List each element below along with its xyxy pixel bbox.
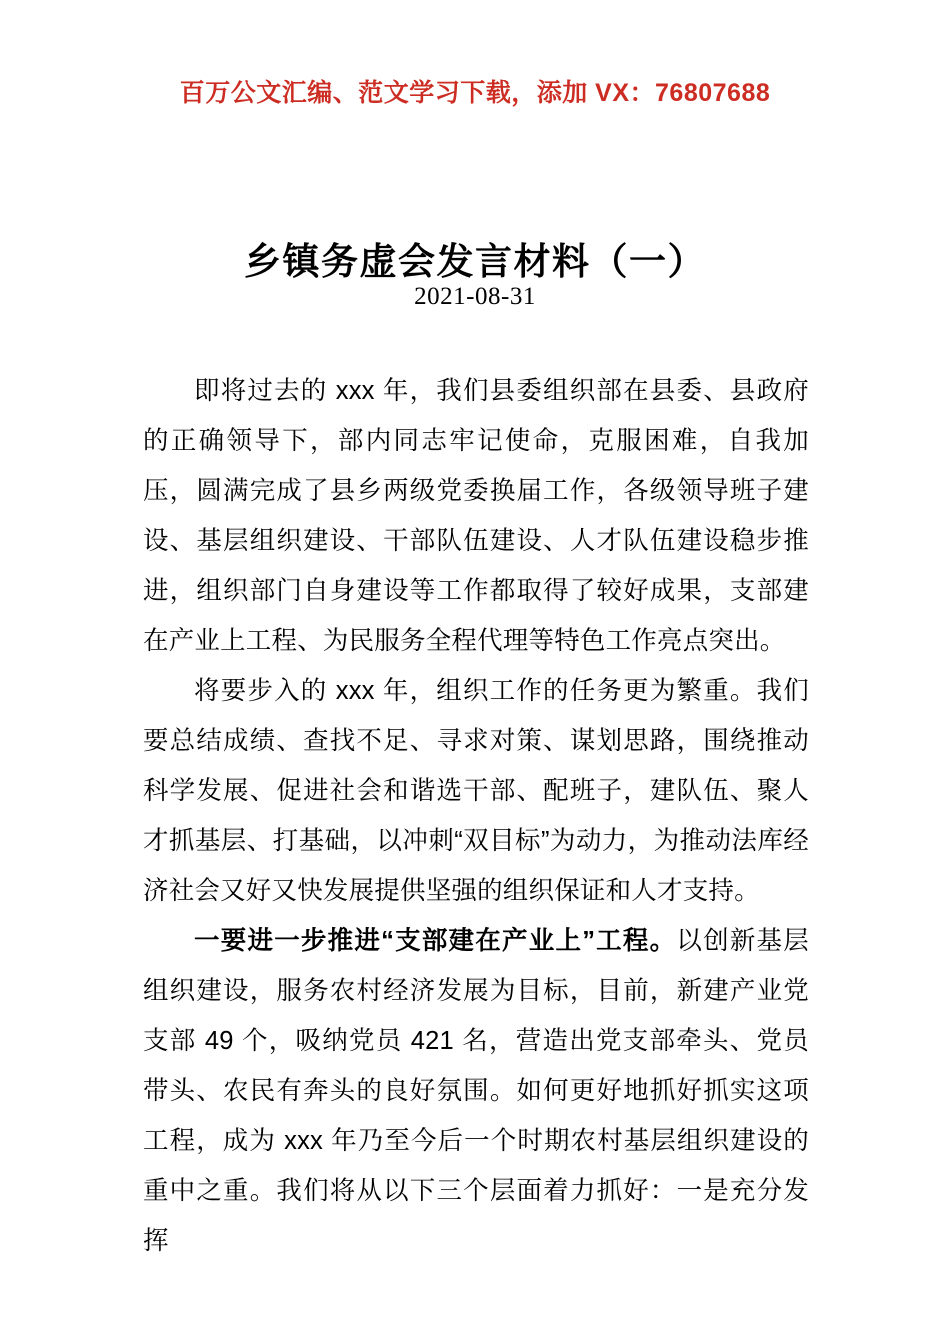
paragraph-2 [143,666,809,916]
promo-banner [0,78,950,108]
document-date: 2021-08-31 [414,283,536,310]
paragraph-1 [143,366,809,666]
paragraph-3 [143,916,809,1266]
page-title: 乡镇务虚会发言材料（一） [244,239,706,283]
paragraph-3-lead: 一要进一步推进“支部建在产业上”工程。 [194,927,677,955]
paragraph-2-text: 将要步入的 xxx 年，组织工作的任务更为繁重。我们要总结成绩、查找不足、寻求对策、谋划思路，围绕推动科学发展、促进社会和谐选干部、配班子，建队伍、聚人才抓基层、打基础，以冲刺“双目标”为动力，为推动法库经济社会又好又快发展提供坚强的组织保证和人才支持。 [143,677,809,905]
paragraph-1-text: 即将过去的 xxx 年，我们县委组织部在县委、县政府的正确领导下，部内同志牢记使命，克服困难，自我加压，圆满完成了县乡两级党委换届工作，各级领导班子建设、基层组织建设、干部队伍建设、人才队伍建设稳步推进，组织部门自身建设等工作都取得了较好成果，支部建在产业上工程、为民服务全程代理等特色工作亮点突出。 [143,377,809,655]
promo-banner-text: 百万公文汇编、范文学习下载，添加 VX：76807688 [179,79,771,107]
paragraph-3-text: 以创新基层组织建设，服务农村经济发展为目标，目前，新建产业党支部 49 个，吸纳党员 421 名，营造出党支部牵头、党员带头、农民有奔头的良好氛围。如何更好地抓好抓实这项工程，成为 xxx 年乃至今后一个时期农村基层组织建设的重中之重。我们将从以下三个层面着力抓好：一是充分发挥 [143,927,809,1255]
document-body [143,366,809,1266]
